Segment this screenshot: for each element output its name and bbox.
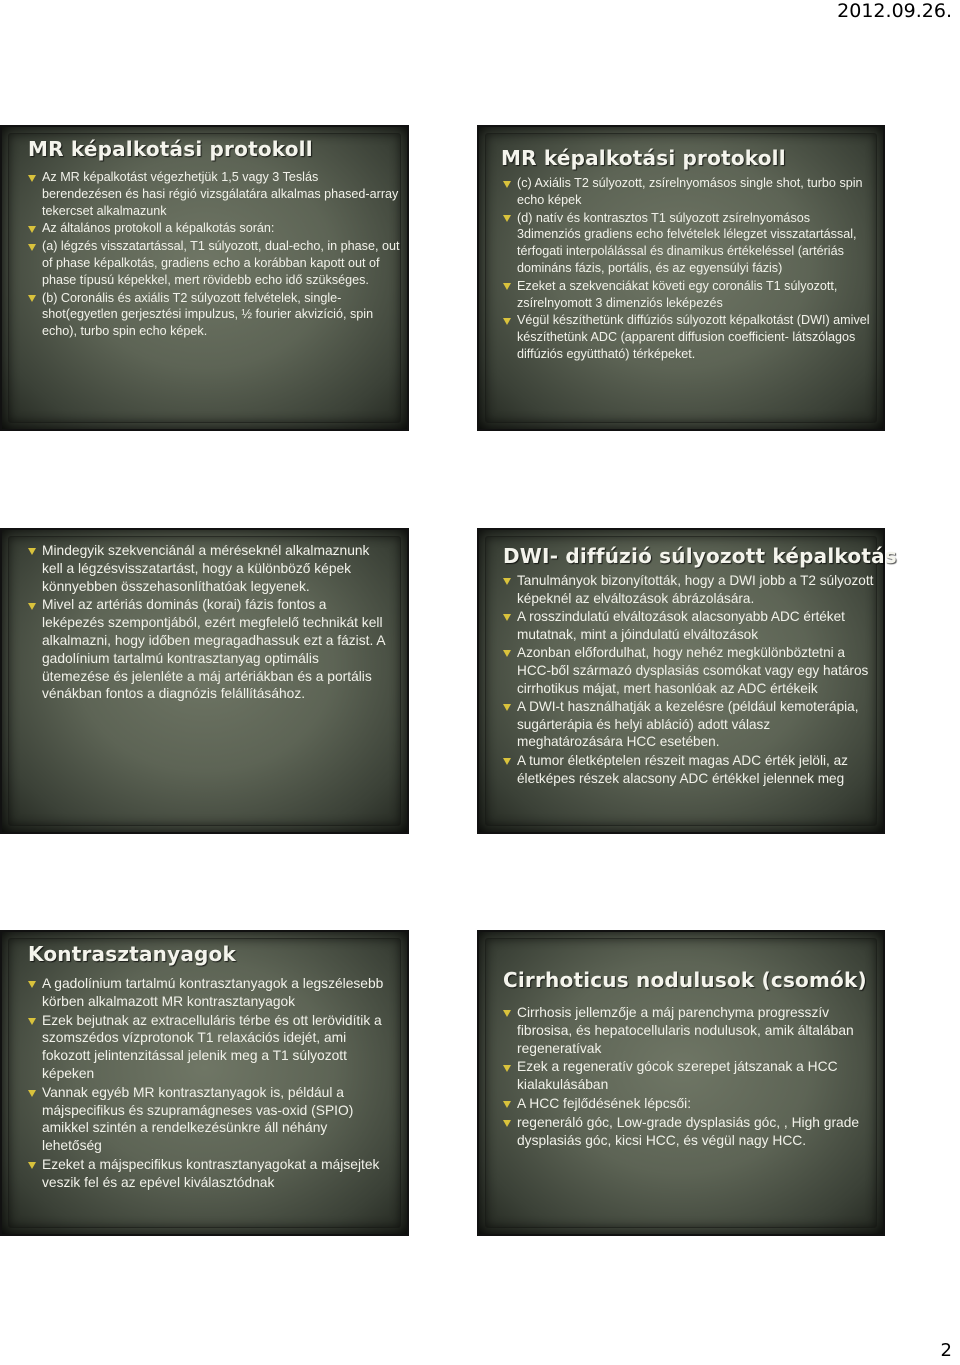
- bullet-icon: [503, 758, 511, 765]
- slide-contrast-agents: [0, 930, 409, 1236]
- bullet-icon: [28, 175, 36, 182]
- bullet-icon: [503, 181, 511, 188]
- bullet-list: [28, 542, 388, 704]
- slide-title: MR képalkotási protokoll: [28, 137, 313, 161]
- slide-title: Cirrhoticus nodulusok (csomók): [503, 968, 867, 992]
- bullet-icon: [28, 603, 36, 610]
- list-item: A HCC fejlődésének lépcsői:: [503, 1095, 875, 1113]
- slide-title: DWI- diffúzió súlyozott képalkotás: [503, 544, 897, 568]
- list-item: A DWI-t használhatják a kezelésre (például kemoterápia, sugárterápia és helyi abláció) adott válasz meghatározására HCC esetében.: [503, 698, 875, 751]
- list-item: Ezeket a szekvenciákat követi egy coronális T1 súlyozott, zsírelnyomott 3 dimenziós leképezés: [503, 278, 877, 312]
- bullet-icon: [28, 981, 36, 988]
- list-item: A gadolínium tartalmú kontrasztanyagok a legszélesebb körben alkalmazott MR kontrasztanyagok: [28, 975, 388, 1011]
- list-item: Ezeket a májspecifikus kontrasztanyagokat a májsejtek veszik fel és az epével kiválasztódnak: [28, 1156, 388, 1192]
- bullet-icon: [503, 215, 511, 222]
- slide-mr-protocol-1: [0, 125, 409, 431]
- bullet-icon: [503, 318, 511, 325]
- bullet-icon: [503, 1065, 511, 1072]
- list-item: (b) Coronális és axiális T2 súlyozott felvételek, single- shot(egyetlen gerjesztési impulzus, ½ fourier akvizíció, spin echo), turbo spin echo képek.: [28, 290, 400, 340]
- slide-title: MR képalkotási protokoll: [501, 146, 786, 170]
- bullet-icon: [503, 614, 511, 621]
- slide-mr-protocol-2: [477, 125, 885, 431]
- page-date: 2012.09.26.: [837, 0, 952, 22]
- list-item: Cirrhosis jellemzője a máj parenchyma progresszív fibrosisa, és hepatocellularis nodulusok, amik általában regeneratívak: [503, 1004, 875, 1057]
- list-item: A tumor életképtelen részeit magas ADC érték jelöli, az életképes részek alacsony ADC értékkel jelennek meg: [503, 752, 875, 787]
- bullet-list: [503, 175, 877, 364]
- slide-cirrhotic-nodules: [477, 930, 885, 1236]
- bullet-icon: [503, 704, 511, 711]
- bullet-icon: [28, 548, 36, 555]
- bullet-icon: [503, 283, 511, 290]
- bullet-icon: [503, 578, 511, 585]
- list-item: Ezek a regeneratív gócok szerepet játszanak a HCC kialakulásában: [503, 1058, 875, 1094]
- bullet-icon: [28, 1090, 36, 1097]
- bullet-icon: [28, 1162, 36, 1169]
- bullet-list: [503, 1004, 875, 1150]
- list-item: Azonban előfordulhat, hogy nehéz megkülönböztetni a HCC-ből származó dysplasiás csomókat vagy egy határos cirrhotikus májat, mert hasonlóak az ADC értékeik: [503, 644, 875, 697]
- list-item: (d) natív és kontrasztos T1 súlyozott zsírelnyomásos 3dimenziós gradiens echo felvételek lélegzet visszatartással, térfogati interpolálással és dinamikus értékeléssel (artériás domináns fázis, portális, és az egyensúlyi fázis): [503, 210, 877, 277]
- list-item: Tanulmányok bizonyították, hogy a DWI jobb a T2 súlyozott képeknél az elváltozások ábrázolására.: [503, 572, 875, 607]
- list-item: Mindegyik szekvenciánál a méréseknél alkalmaznunk kell a légzésvisszatartást, hogy a különböző képek könnyebben összehasonlíthatóak legyenek.: [28, 542, 388, 595]
- slide-breath-hold: [0, 528, 409, 834]
- page-number: 2: [940, 1340, 952, 1361]
- bullet-list: [28, 169, 400, 341]
- list-item: Ezek bejutnak az extracelluláris térbe és ott lerövidítik a szomszédos vízprotonok T1 relaxációs idejét, ami fokozott jelintenzitással jelenik meg a T1 súlyozott képeken: [28, 1012, 388, 1083]
- bullet-icon: [503, 1120, 511, 1127]
- list-item: Végül készíthetünk diffúziós súlyozott képalkotást (DWI) amivel készíthetünk ADC (apparent diffusion coefficient- látszólagos diffúziós együttható) térképeket.: [503, 312, 877, 362]
- list-item: A rosszindulatú elváltozások alacsonyabb ADC értéket mutatnak, mint a jóindulatú elváltozások: [503, 608, 875, 643]
- list-item: Az MR képalkotást végezhetjük 1,5 vagy 3 Teslás berendezésen és hasi régió vizsgálatára alkalmas phased-array tekercset alkalmazunk: [28, 169, 400, 219]
- bullet-list: [503, 572, 875, 788]
- slide-dwi: [477, 528, 897, 834]
- bullet-icon: [28, 1018, 36, 1025]
- bullet-icon: [28, 226, 36, 233]
- list-item: (c) Axiális T2 súlyozott, zsírelnyomásos single shot, turbo spin echo képek: [503, 175, 877, 209]
- list-item: Az általános protokoll a képalkotás során:: [28, 220, 400, 237]
- bullet-list: [28, 975, 388, 1193]
- slide-title: Kontrasztanyagok: [28, 942, 236, 966]
- list-item: (a) légzés visszatartással, T1 súlyozott, dual-echo, in phase, out of phase képalkotás, gradiens echo a korábban kapott out of phase típusú képekkel, mert rövidebb echo idő szükséges.: [28, 238, 400, 288]
- bullet-icon: [503, 1010, 511, 1017]
- list-item: regeneráló góc, Low-grade dysplasiás góc, , High grade dysplasiás góc, kicsi HCC, és végül nagy HCC.: [503, 1114, 875, 1150]
- bullet-icon: [503, 650, 511, 657]
- bullet-icon: [28, 295, 36, 302]
- list-item: Vannak egyéb MR kontrasztanyagok is, például a májspecifikus és szupramágneses vas-oxid (SPIO) amikkel szintén a rendelkezésünkre áll néhány lehetőség: [28, 1084, 388, 1155]
- bullet-icon: [503, 1101, 511, 1108]
- bullet-icon: [28, 244, 36, 251]
- list-item: Mivel az artériás dominás (korai) fázis fontos a leképezés szempontjából, ezért megfelelő technikát kell alkalmazni, hogy időben megragadhassuk ezt a fázist. A gadolínium tartalmú kontrasztanyag optimális ütemezése és jelenléte a máj artériákban és a portális vénákban fontos a diagnózis felállításához.: [28, 596, 388, 703]
